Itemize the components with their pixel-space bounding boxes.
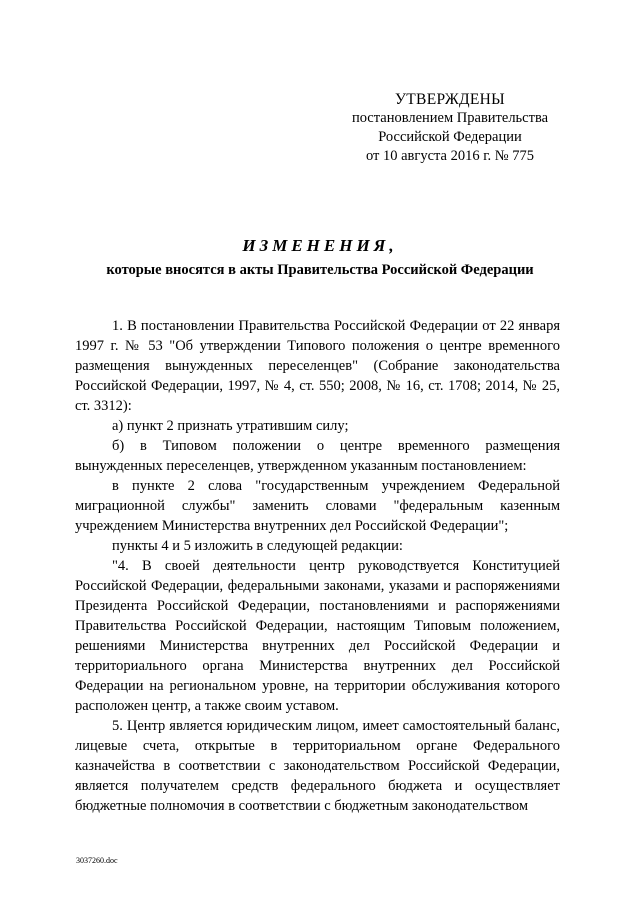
document-title: ИЗМЕНЕНИЯ, <box>242 236 398 255</box>
body-paragraph: 5. Центр является юридическим лицом, имеет самостоятельный баланс, лицевые счета, открытые в территориальном органе Федерального казначейства в соответствии с законодательством Российской Федерации, является получателем средств федерального бюджета и осуществляет бюджетные полномочия в соответствии с бюджетным законодательством <box>75 718 560 814</box>
approval-date-line: от 10 августа 2016 г. № 775 <box>365 148 535 164</box>
body-paragraph: в пункте 2 слова "государственным учреждением Федеральной миграционной службы" заменить словами "федеральным казенным учреждением Министерства внутренних дел Российской Федерации"; <box>75 478 560 534</box>
approval-heading: УТВЕРЖДЕНЫ <box>395 91 505 108</box>
document-subtitle: которые вносятся в акты Правительства Российской Федерации <box>106 262 534 278</box>
body-paragraph: 1. В постановлении Правительства Российской Федерации от 22 января 1997 г. № 53 "Об утверждении Типового положения о центре временного размещения вынужденных переселенцев" (Собрание законодательства Российской Федерации, 1997, № 4, ст. 550; 2008, № 16, ст. 1708; 2014, № 25, ст. 3312): <box>75 318 560 414</box>
body-paragraph: б) в Типовом положении о центре временного размещения вынужденных переселенцев, утвержденном указанным постановлением: <box>75 438 560 474</box>
body-paragraph: "4. В своей деятельности центр руководствуется Конституцией Российской Федерации, федеральными законами, указами и распоряжениями Президента Российской Федерации, постановлениями и распоряжениями Правительства Российской Федерации, настоящим Типовым положением, решениями Министерства внутренних дел Российской Федерации и территориального органа Министерства внутренних дел Российской Федерации на региональном уровне, на территории обслуживания которого расположен центр, а также своим уставом. <box>75 558 560 714</box>
footer-filename: 3037260.doc <box>76 856 118 865</box>
document-body <box>75 316 560 816</box>
body-paragraph: пункты 4 и 5 изложить в следующей редакции: <box>112 538 403 554</box>
approval-line: постановлением Правительства <box>351 110 549 126</box>
approval-line: Российской Федерации <box>378 129 522 145</box>
body-paragraph: а) пункт 2 признать утратившим силу; <box>112 418 349 434</box>
approval-block <box>340 90 560 166</box>
